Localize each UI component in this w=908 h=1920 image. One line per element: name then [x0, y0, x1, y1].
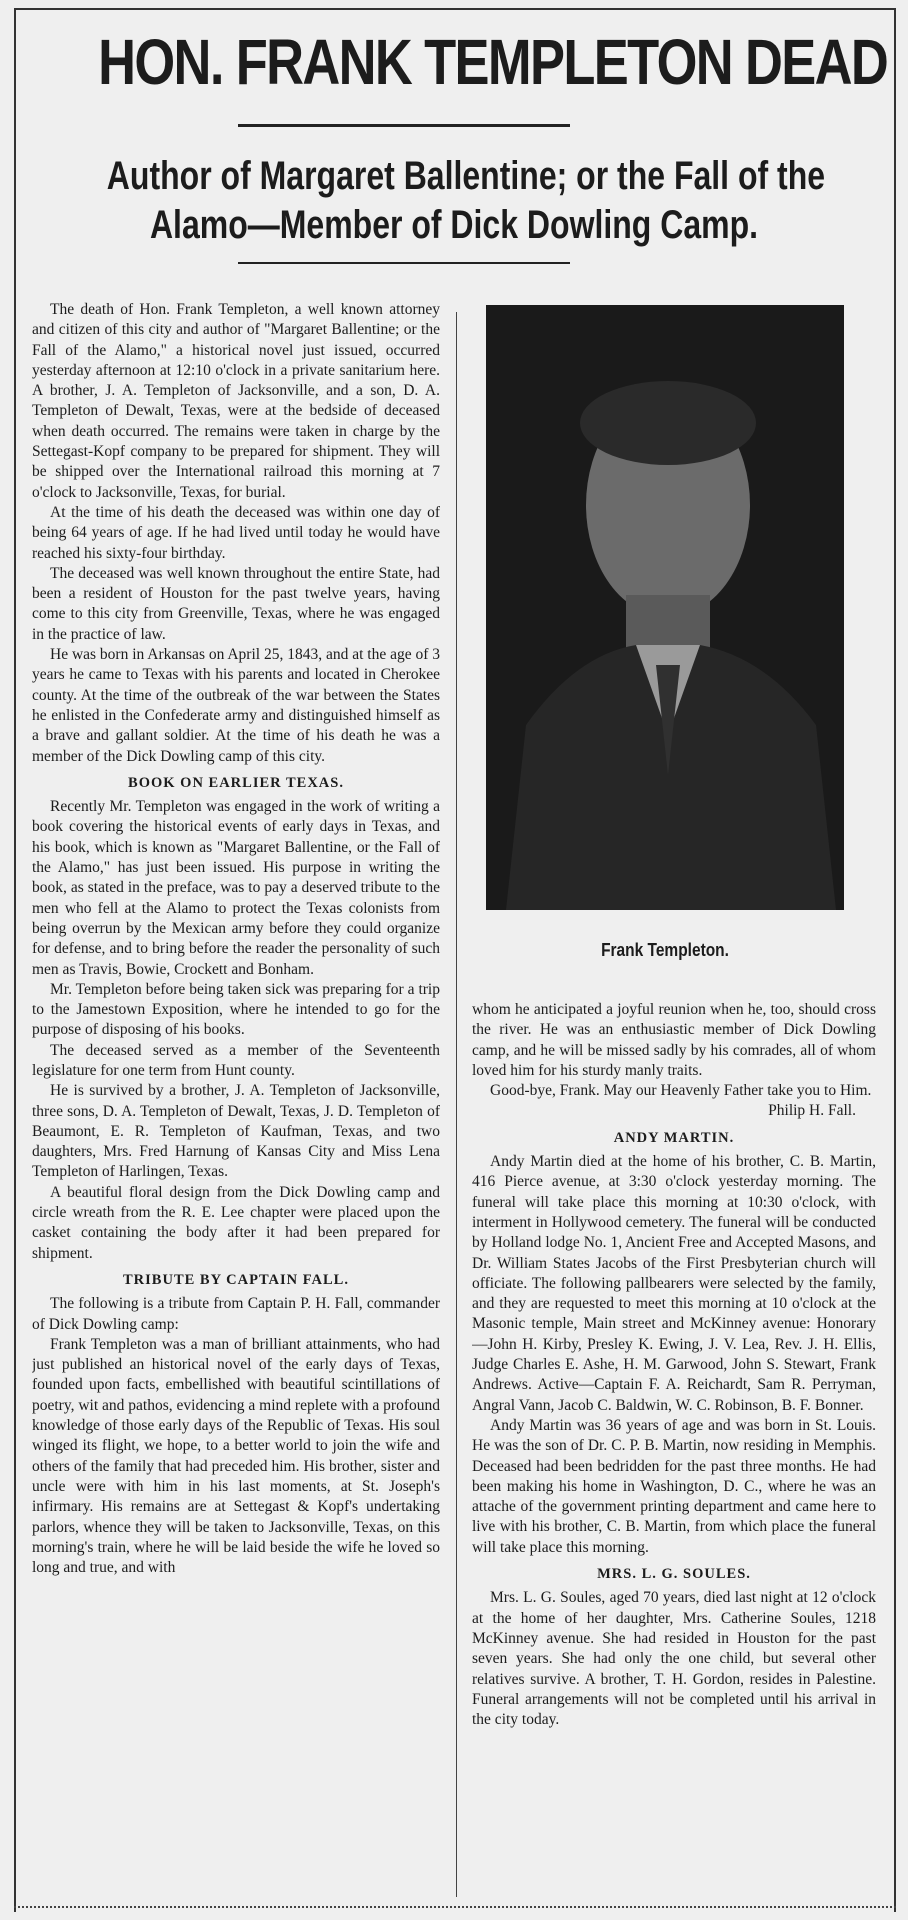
column-divider: [456, 312, 457, 1897]
subheading-soules: MRS. L. G. SOULES.: [597, 1566, 751, 1583]
paragraph: The deceased served as a member of the Seventeenth legislature for one term from Hunt county.: [32, 1041, 440, 1079]
paragraph: The following is a tribute from Captain P. H. Fall, commander of Dick Dowling camp:: [32, 1295, 440, 1333]
paragraph: A beautiful floral design from the Dick Dowling camp and circle wreath from the R. E. Lee chapter were placed upon the casket containing the body after it had been prepared for shipment.: [32, 1183, 440, 1262]
subheading-book: BOOK ON EARLIER TEXAS.: [128, 774, 344, 791]
headline-rule: [238, 124, 570, 127]
portrait-silhouette: [486, 305, 844, 910]
left-column: [32, 300, 440, 1900]
bottom-border: [14, 1906, 896, 1908]
deck-rule: [238, 262, 570, 264]
portrait-photo: [486, 305, 844, 910]
deck-line-1: Author of Margaret Ballentine; or the Fall of the: [106, 154, 826, 198]
paragraph: Good-bye, Frank. May our Heavenly Father take you to Him.: [490, 1082, 872, 1100]
paragraph: Andy Martin was 36 years of age and was born in St. Louis. He was the son of Dr. C. P. B. Martin, now residing in Memphis. Deceased had been bedridden for the past three months. He had been making his home in Washington, D. C., where he was an attache of the government printing department and came here to live with his brother, C. B. Martin, from which place the funeral will take place this morning.: [472, 1416, 876, 1556]
paragraph: The death of Hon. Frank Templeton, a well known attorney and citizen of this city and author of "Margaret Ballentine; or the Fall of the Alamo," a historical novel just issued, occurred yesterday afternoon at 12:10 o'clock in a private sanitarium here. A brother, J. A. Templeton of Jacksonville, and a son, D. A. Templeton of Dewalt, Texas, were at the bedside of deceased when death occurred. The remains were taken in charge by the Settegast-Kopf company to be prepared for shipment. They will be shipped over the International railroad this morning at 7 o'clock to Jacksonville, Texas, for burial.: [32, 301, 440, 501]
signature: Philip H. Fall.: [768, 1102, 856, 1120]
paragraph: Mrs. L. G. Soules, aged 70 years, died last night at 12 o'clock at the home of her daughter, Mrs. Catherine Soules, 1218 McKinney avenue. She had resided in Houston for the past seven years. She had only the one child, but several other relatives survive. A brother, T. H. Gordon, resides in Palestine. Funeral arrangements will not be completed until his arrival in the city today.: [472, 1589, 876, 1729]
right-column: [472, 1000, 876, 1900]
subheading-andy-martin: ANDY MARTIN.: [613, 1129, 735, 1146]
paragraph: whom he anticipated a joyful reunion when he, too, should cross the river. He was an enthusiastic member of Dick Dowling camp, and he will be missed sadly by his comrades, all of whom loved him for his sturdy manly traits.: [472, 1001, 876, 1079]
subheading-tribute: TRIBUTE BY CAPTAIN FALL.: [123, 1271, 349, 1288]
paragraph: Recently Mr. Templeton was engaged in the work of writing a book covering the historical events of early days in Texas, and his book, which is known as "Margaret Ballentine, or the Fall of the Alamo," has just been issued. His purpose in writing the book, as stated in the preface, was to pay a deserved tribute to the men who fell at the Alamo to protect the Texas colonists from being overrun by the Mexican army before they could organize for defense, and to bring before the reader the personality of such men as Travis, Bowie, Crockett and Bonham.: [32, 798, 440, 978]
paragraph: He was born in Arkansas on April 25, 1843, and at the age of 3 years he came to Texas with his parents and located in Cherokee county. At the time of the outbreak of the war between the States he enlisted in the Confederate army and distinguished himself as a brave and gallant soldier. At the time of his death he was a member of the Dick Dowling camp of this city.: [32, 646, 440, 765]
paragraph: Mr. Templeton before being taken sick was preparing for a trip to the Jamestown Exposition, where he intended to go for the purpose of disposing of his books.: [32, 980, 440, 1039]
paragraph: Frank Templeton was a man of brilliant attainments, who had just published an historical novel of the early days of Texas, founded upon facts, embellished with beautiful scintillations of poetry, wit and pathos, evidencing a mind replete with a profound knowledge of those early days of the Republic of Texas. His soul winged its flight, we hope, to a better world to join the wife and others of the family that had preceded him. His brother, sister and uncle were with him in his last moments, at St. Joseph's infirmary. His remains are at Settegast & Kopf's undertaking parlors, whence they will be taken to Jacksonville, Texas, on this morning's train, where he will be laid beside the wife he loved so long and true, and with: [32, 1335, 440, 1577]
paragraph: Andy Martin died at the home of his brother, C. B. Martin, 416 Pierce avenue, at 3:30 o'clock yesterday morning. The funeral will take place this morning at 10:30 o'clock, with interment in Hollywood cemetery. The funeral will be conducted by Holland lodge No. 1, Ancient Free and Accepted Masons, and Dr. William States Jacobs of the First Presbyterian church will officiate. The following pallbearers were selected by the family, and they are requested to meet this morning at 10 o'clock at the Masonic temple, Main street and McKinney avenue: Honorary—John H. Kirby, Presley K. Ewing, J. V. Lea, Rev. J. H. Ellis, Judge Charles E. Ashe, H. M. Garwood, John S. Stewart, Frank Andrews. Active—Captain F. A. Reichardt, Sam R. Perryman, Angral Vann, Jacob C. Baldwin, W. C. Robinson, B. F. Bonner.: [472, 1153, 876, 1414]
deck-line-2: Alamo—Member of Dick Dowling Camp.: [149, 203, 759, 247]
paragraph: The deceased was well known throughout the entire State, had been a resident of Houston for the past twelve years, having come to this city from Greenville, Texas, where he was engaged in the practice of law.: [32, 564, 440, 643]
paragraph: He is survived by a brother, J. A. Templeton of Jacksonville, three sons, D. A. Templeton of Dewalt, Texas, J. D. Templeton of Beaumont, E. R. Templeton of Kaufman, Texas, and two daughters, Mrs. Fred Harnung of Kansas City and Miss Lena Templeton of Harlingen, Texas.: [32, 1082, 440, 1181]
photo-caption: Frank Templeton.: [601, 940, 729, 960]
paragraph: At the time of his death the deceased was within one day of being 64 years of age. If he had lived until today he would have reached his sixty-four birthday.: [32, 503, 440, 562]
headline: HON. FRANK TEMPLETON DEAD: [98, 26, 888, 98]
